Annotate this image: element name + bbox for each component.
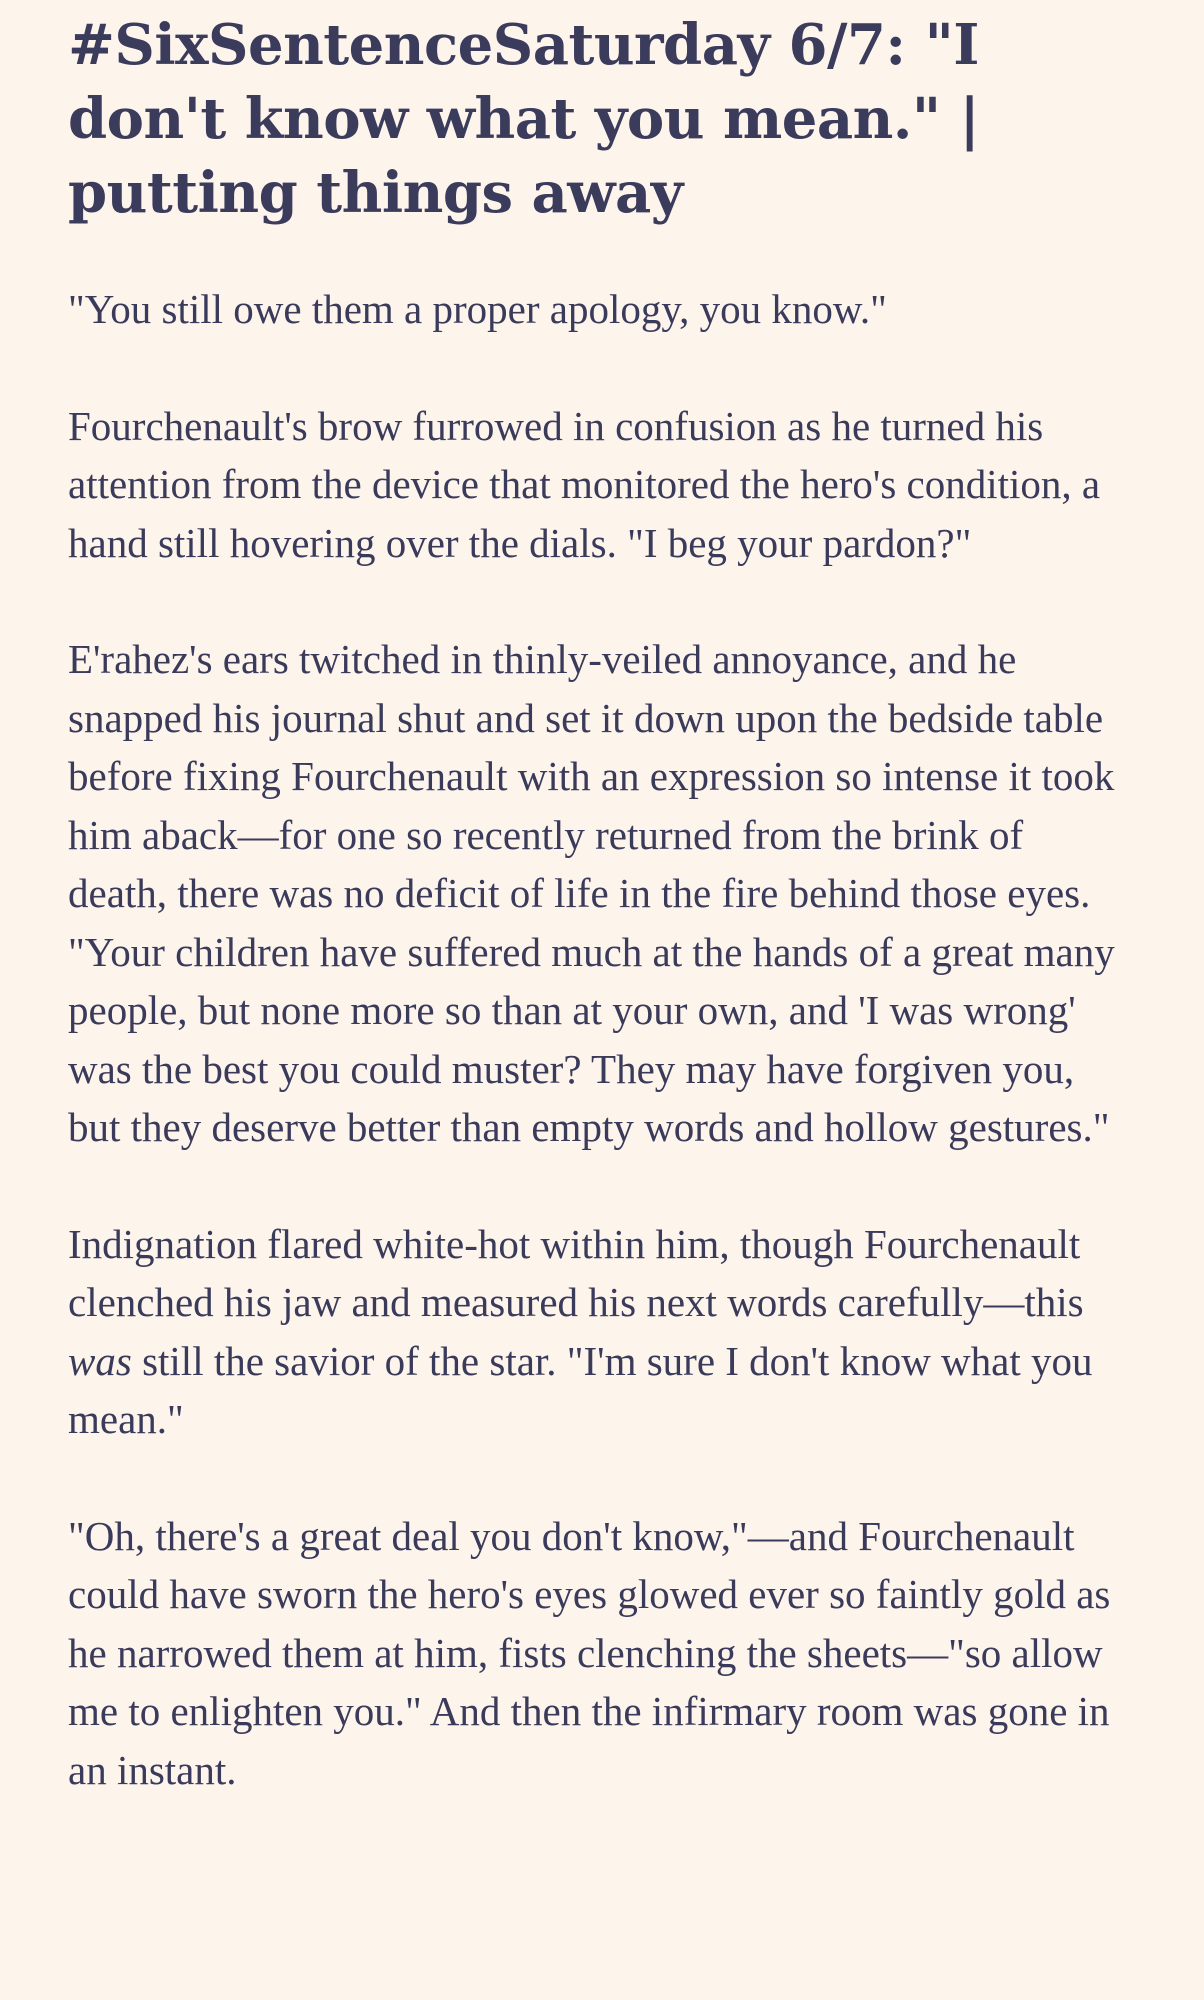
paragraph-3: E'rahez's ears twitched in thinly-veiled annoyance, and he snapped his journal shut and set it down upon the bedside table before fixing Fourchenault with an expression so intense it took him aback—for one so recently returned from the brink of death, there was no deficit of life in the fire behind those eyes. "Your children have suffered much at the hands of a great many people, but none more so than at your own, and 'I was wrong' was the best you could muster? They may have forgiven you, but they deserve better than empty words and hollow gestures." [68, 636, 1115, 1150]
paragraph-4-text-after: still the savior of the star. "I'm sure I don't know what you mean." [68, 1337, 1093, 1442]
post [68, 0, 1128, 1799]
paragraph-4 [68, 1215, 1128, 1449]
emphasis-text: was [68, 1337, 132, 1384]
post-title: #SixSentenceSaturday 6/7: "I don't know what you mean." | putting things away [68, 12, 980, 226]
paragraph-1: "You still owe them a proper apology, you know." [68, 286, 887, 332]
paragraph-2: Fourchenault's brow furrowed in confusion as he turned his attention from the device that monitored the hero's condition, a hand still hovering over the dials. "I beg your pardon?" [68, 402, 1101, 566]
paragraph-4-text-before: Indignation flared white-hot within him, though Fourchenault clenched his jaw and measured his next words carefully—this [68, 1220, 1084, 1325]
post-body [68, 280, 1128, 1799]
paragraph-5: "Oh, there's a great deal you don't know,"—and Fourchenault could have sworn the hero's eyes glowed ever so faintly gold as he narrowed them at him, fists clenching the sheets—"so allow me to enlighten you." And then the infirmary room was gone in an instant. [68, 1512, 1111, 1793]
